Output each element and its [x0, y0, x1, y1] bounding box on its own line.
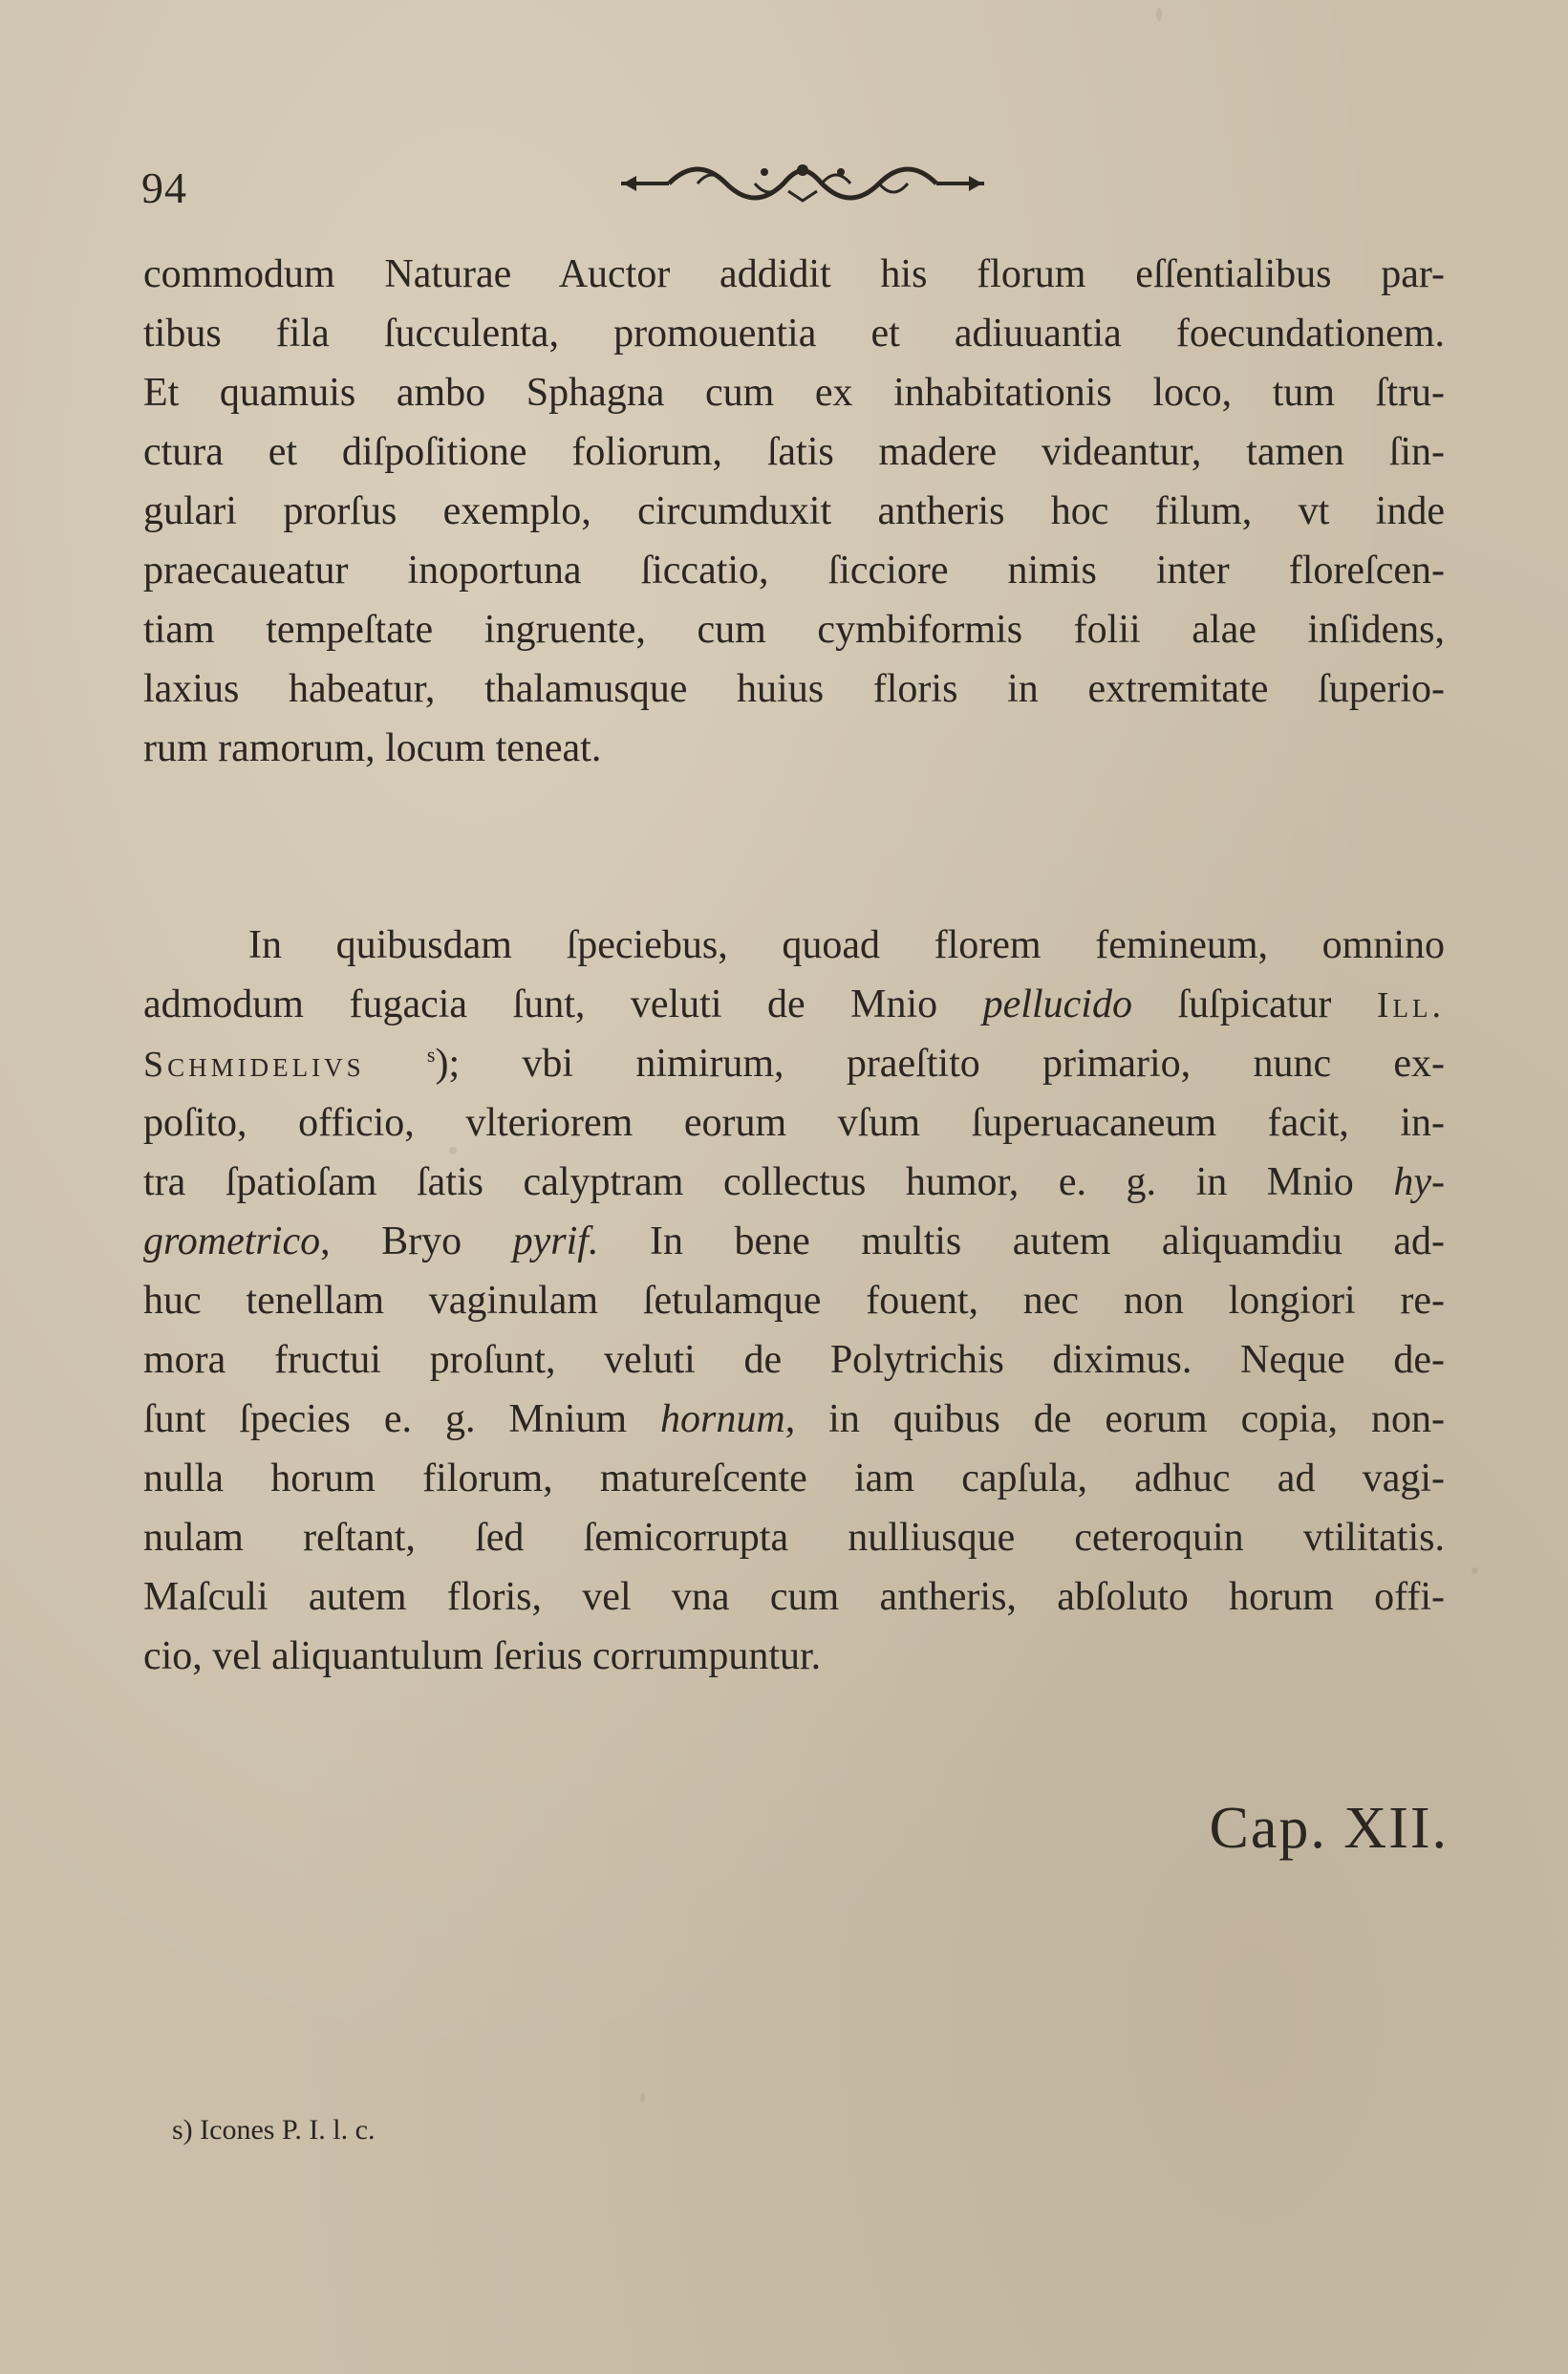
italic-species-name: hy-	[1393, 1160, 1445, 1204]
decorative-headpiece-ornament	[612, 153, 994, 210]
text-line: praecaueatur inoportuna ſiccatio, ſicciore nimis inter floreſcen-	[143, 549, 1445, 593]
text-line: mora fructui proſunt, veluti de Polytrichis diximus. Neque de-	[143, 1338, 1445, 1382]
text-line	[143, 1153, 1445, 1212]
text-run: , Bryo	[320, 1219, 462, 1263]
text-line	[143, 975, 1445, 1034]
page-number: 94	[141, 163, 187, 212]
italic-species-name: hornum	[660, 1397, 785, 1441]
text-line: rum ramorum, locum teneat.	[143, 726, 602, 770]
italic-species-name: pellucido	[982, 982, 1132, 1026]
paper-blemish	[1156, 8, 1162, 21]
chapter-heading: Cap. XII.	[1209, 1796, 1449, 1861]
text-line: Maſculi autem floris, vel vna cum antheris, abſoluto horum offi-	[143, 1575, 1445, 1619]
text-run: , in quibus de eorum copia, non-	[784, 1397, 1445, 1441]
text-line: In quibusdam ſpeciebus, quoad florem femineum, omnino	[248, 923, 1445, 967]
text-line: commodum Naturae Auctor addidit his florum eſſentialibus par-	[143, 252, 1445, 296]
paper-blemish	[449, 1147, 457, 1155]
italic-species-name: grometrico	[143, 1219, 321, 1263]
text-line	[143, 1390, 1445, 1449]
text-line: tiam tempeſtate ingruente, cum cymbiformis folii alae inſidens,	[143, 608, 1445, 652]
text-line: nulla horum filorum, matureſcente iam capſula, adhuc ad vagi-	[143, 1457, 1445, 1500]
text-line	[143, 1212, 1445, 1271]
text-run: In bene multis autem aliquamdiu ad-	[649, 1219, 1446, 1263]
text-run: ); vbi nimirum, praeſtito primario, nunc ex-	[435, 1042, 1445, 1086]
text-run: admodum fugacia ſunt, veluti de Mnio	[143, 982, 938, 1026]
text-line: gulari prorſus exemplo, circumduxit antheris hoc filum, vt inde	[143, 489, 1445, 533]
text-run: tra ſpatioſam ſatis calyptram collectus humor, e. g. in Mnio	[143, 1160, 1354, 1204]
italic-species-name: pyrif.	[512, 1219, 599, 1263]
text-line: ctura et diſpoſitione foliorum, ſatis madere videantur, tamen ſin-	[143, 430, 1445, 474]
text-line: huc tenellam vaginulam ſetulamque fouent, nec non longiori re-	[143, 1279, 1445, 1323]
paper-blemish	[1471, 1567, 1478, 1574]
text-line: poſito, officio, vlteriorem eorum vſum ſuperuacaneum facit, in-	[143, 1101, 1445, 1145]
paper-blemish	[640, 2093, 645, 2103]
text-run: ſunt ſpecies e. g. Mnium	[143, 1397, 628, 1441]
small-caps-title: Ill.	[1376, 985, 1446, 1025]
text-line: Et quamuis ambo Sphagna cum ex inhabitationis loco, tum ſtru-	[143, 371, 1445, 415]
paragraph-2	[143, 916, 1445, 1686]
text-line: tibus fila ſucculenta, promouentia et adiuuantia foecundationem.	[143, 312, 1445, 356]
text-run: ſuſpicatur	[1177, 982, 1332, 1026]
footnote: s) Icones P. I. l. c.	[172, 2114, 376, 2146]
text-line: nulam reſtant, ſed ſemicorrupta nulliusque ceteroquin vtilitatis.	[143, 1516, 1445, 1560]
footnote-marker: s	[426, 1043, 436, 1067]
paragraph-1	[143, 245, 1445, 778]
text-line	[143, 1034, 1445, 1093]
small-caps-author-name: Schmidelivs	[143, 1045, 365, 1085]
text-line: laxius habeatur, thalamusque huius floris in extremitate ſuperio-	[143, 667, 1445, 711]
text-line: cio, vel aliquantulum ſerius corrumpuntur.	[143, 1634, 822, 1678]
